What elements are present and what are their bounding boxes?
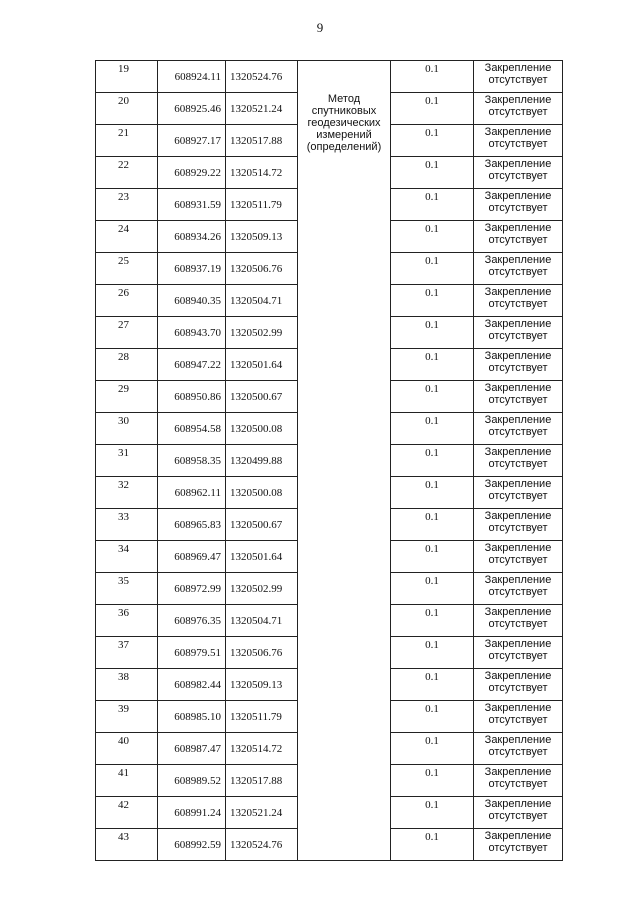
y-coordinate-cell: 1320511.79: [226, 701, 298, 733]
fixation-cell: [474, 605, 563, 637]
fixation-cell: [474, 829, 563, 861]
fixation-line-1: Закрепление: [484, 798, 552, 810]
fixation-line-2: отсутствует: [488, 298, 548, 310]
x-coordinate-cell: 608969.47: [158, 541, 226, 573]
fixation-line-1: Закрепление: [484, 158, 552, 170]
x-coordinate-cell: 608987.47: [158, 733, 226, 765]
fixation-line-2: отсутствует: [488, 810, 548, 822]
point-number-cell: 36: [96, 605, 158, 637]
point-number-cell: 30: [96, 413, 158, 445]
point-number-cell: 25: [96, 253, 158, 285]
fixation-cell: [474, 541, 563, 573]
x-coordinate-cell: 608947.22: [158, 349, 226, 381]
fixation-cell: [474, 765, 563, 797]
y-coordinate-cell: 1320524.76: [226, 829, 298, 861]
point-number-cell: 29: [96, 381, 158, 413]
point-number-cell: 41: [96, 765, 158, 797]
fixation-line-1: Закрепление: [484, 670, 552, 682]
fixation-cell: [474, 445, 563, 477]
point-number-cell: 27: [96, 317, 158, 349]
fixation-line-2: отсутствует: [488, 266, 548, 278]
fixation-line-2: отсутствует: [488, 170, 548, 182]
x-coordinate-cell: 608940.35: [158, 285, 226, 317]
y-coordinate-cell: 1320511.79: [226, 189, 298, 221]
point-number-cell: 34: [96, 541, 158, 573]
fixation-cell: [474, 189, 563, 221]
y-coordinate-cell: 1320500.67: [226, 381, 298, 413]
point-number-cell: 35: [96, 573, 158, 605]
point-number-cell: 23: [96, 189, 158, 221]
y-coordinate-cell: 1320500.67: [226, 509, 298, 541]
fixation-line-2: отсутствует: [488, 426, 548, 438]
x-coordinate-cell: 608979.51: [158, 637, 226, 669]
point-number-cell: 21: [96, 125, 158, 157]
fixation-line-1: Закрепление: [484, 446, 552, 458]
fixation-line-2: отсутствует: [488, 650, 548, 662]
y-coordinate-cell: 1320506.76: [226, 253, 298, 285]
accuracy-cell: 0.1: [391, 349, 474, 381]
fixation-line-2: отсутствует: [488, 394, 548, 406]
fixation-line-1: Закрепление: [484, 62, 552, 74]
accuracy-cell: 0.1: [391, 125, 474, 157]
fixation-line-2: отсутствует: [488, 234, 548, 246]
fixation-cell: [474, 317, 563, 349]
fixation-line-1: Закрепление: [484, 286, 552, 298]
y-coordinate-cell: 1320500.08: [226, 477, 298, 509]
point-number-cell: 38: [96, 669, 158, 701]
fixation-line-2: отсутствует: [488, 522, 548, 534]
y-coordinate-cell: 1320504.71: [226, 605, 298, 637]
accuracy-cell: 0.1: [391, 509, 474, 541]
x-coordinate-cell: 608954.58: [158, 413, 226, 445]
accuracy-cell: 0.1: [391, 829, 474, 861]
y-coordinate-cell: 1320509.13: [226, 669, 298, 701]
fixation-line-1: Закрепление: [484, 574, 552, 586]
fixation-line-1: Закрепление: [484, 766, 552, 778]
x-coordinate-cell: 608924.11: [158, 61, 226, 93]
y-coordinate-cell: 1320501.64: [226, 541, 298, 573]
fixation-line-1: Закрепление: [484, 190, 552, 202]
y-coordinate-cell: 1320499.88: [226, 445, 298, 477]
fixation-line-1: Закрепление: [484, 318, 552, 330]
fixation-cell: [474, 349, 563, 381]
fixation-cell: [474, 509, 563, 541]
accuracy-cell: 0.1: [391, 61, 474, 93]
point-number-cell: 37: [96, 637, 158, 669]
accuracy-cell: 0.1: [391, 573, 474, 605]
accuracy-cell: 0.1: [391, 701, 474, 733]
accuracy-cell: 0.1: [391, 221, 474, 253]
x-coordinate-cell: 608943.70: [158, 317, 226, 349]
x-coordinate-cell: 608927.17: [158, 125, 226, 157]
fixation-line-1: Закрепление: [484, 350, 552, 362]
x-coordinate-cell: 608962.11: [158, 477, 226, 509]
accuracy-cell: 0.1: [391, 605, 474, 637]
y-coordinate-cell: 1320521.24: [226, 93, 298, 125]
coordinates-table: [95, 60, 563, 861]
fixation-cell: [474, 701, 563, 733]
y-coordinate-cell: 1320504.71: [226, 285, 298, 317]
fixation-line-1: Закрепление: [484, 222, 552, 234]
method-cell: Метод спутниковых геодезических измерений (определений): [298, 61, 391, 861]
accuracy-cell: 0.1: [391, 413, 474, 445]
x-coordinate-cell: 608982.44: [158, 669, 226, 701]
fixation-line-2: отсутствует: [488, 330, 548, 342]
fixation-cell: [474, 61, 563, 93]
coordinates-table-body: [96, 61, 563, 861]
point-number-cell: 39: [96, 701, 158, 733]
accuracy-cell: 0.1: [391, 765, 474, 797]
y-coordinate-cell: 1320509.13: [226, 221, 298, 253]
point-number-cell: 43: [96, 829, 158, 861]
fixation-line-1: Закрепление: [484, 510, 552, 522]
point-number-cell: 26: [96, 285, 158, 317]
y-coordinate-cell: 1320500.08: [226, 413, 298, 445]
accuracy-cell: 0.1: [391, 189, 474, 221]
accuracy-cell: 0.1: [391, 253, 474, 285]
y-coordinate-cell: 1320514.72: [226, 157, 298, 189]
fixation-line-2: отсутствует: [488, 554, 548, 566]
fixation-line-2: отсутствует: [488, 74, 548, 86]
fixation-line-1: Закрепление: [484, 702, 552, 714]
fixation-line-1: Закрепление: [484, 606, 552, 618]
y-coordinate-cell: 1320517.88: [226, 765, 298, 797]
fixation-cell: [474, 125, 563, 157]
y-coordinate-cell: 1320502.99: [226, 317, 298, 349]
x-coordinate-cell: 608976.35: [158, 605, 226, 637]
point-number-cell: 31: [96, 445, 158, 477]
x-coordinate-cell: 608950.86: [158, 381, 226, 413]
fixation-line-2: отсутствует: [488, 362, 548, 374]
x-coordinate-cell: 608929.22: [158, 157, 226, 189]
accuracy-cell: 0.1: [391, 637, 474, 669]
fixation-line-2: отсутствует: [488, 682, 548, 694]
x-coordinate-cell: 608989.52: [158, 765, 226, 797]
point-number-cell: 28: [96, 349, 158, 381]
fixation-line-1: Закрепление: [484, 126, 552, 138]
fixation-cell: [474, 573, 563, 605]
x-coordinate-cell: 608958.35: [158, 445, 226, 477]
fixation-line-1: Закрепление: [484, 382, 552, 394]
y-coordinate-cell: 1320514.72: [226, 733, 298, 765]
accuracy-cell: 0.1: [391, 381, 474, 413]
fixation-cell: [474, 253, 563, 285]
fixation-line-1: Закрепление: [484, 734, 552, 746]
x-coordinate-cell: 608931.59: [158, 189, 226, 221]
page-number: 9: [316, 20, 324, 35]
x-coordinate-cell: 608937.19: [158, 253, 226, 285]
fixation-cell: [474, 637, 563, 669]
y-coordinate-cell: 1320521.24: [226, 797, 298, 829]
accuracy-cell: 0.1: [391, 445, 474, 477]
fixation-line-2: отсутствует: [488, 106, 548, 118]
fixation-line-2: отсутствует: [488, 778, 548, 790]
point-number-cell: 32: [96, 477, 158, 509]
x-coordinate-cell: 608992.59: [158, 829, 226, 861]
fixation-line-2: отсутствует: [488, 138, 548, 150]
fixation-line-1: Закрепление: [484, 254, 552, 266]
x-coordinate-cell: 608965.83: [158, 509, 226, 541]
fixation-line-2: отсутствует: [488, 714, 548, 726]
x-coordinate-cell: 608925.46: [158, 93, 226, 125]
fixation-cell: [474, 381, 563, 413]
point-number-cell: 24: [96, 221, 158, 253]
y-coordinate-cell: 1320501.64: [226, 349, 298, 381]
table-row: [96, 61, 563, 93]
point-number-cell: 19: [96, 61, 158, 93]
point-number-cell: 22: [96, 157, 158, 189]
accuracy-cell: 0.1: [391, 733, 474, 765]
fixation-line-1: Закрепление: [484, 542, 552, 554]
fixation-cell: [474, 157, 563, 189]
accuracy-cell: 0.1: [391, 477, 474, 509]
fixation-cell: [474, 93, 563, 125]
fixation-cell: [474, 669, 563, 701]
fixation-line-1: Закрепление: [484, 830, 552, 842]
fixation-cell: [474, 413, 563, 445]
accuracy-cell: 0.1: [391, 317, 474, 349]
y-coordinate-cell: 1320506.76: [226, 637, 298, 669]
fixation-line-2: отсутствует: [488, 842, 548, 854]
fixation-line-1: Закрепление: [484, 638, 552, 650]
fixation-cell: [474, 797, 563, 829]
fixation-cell: [474, 733, 563, 765]
x-coordinate-cell: 608991.24: [158, 797, 226, 829]
x-coordinate-cell: 608972.99: [158, 573, 226, 605]
y-coordinate-cell: 1320502.99: [226, 573, 298, 605]
fixation-cell: [474, 477, 563, 509]
x-coordinate-cell: 608985.10: [158, 701, 226, 733]
fixation-line-1: Закрепление: [484, 414, 552, 426]
point-number-cell: 33: [96, 509, 158, 541]
point-number-cell: 42: [96, 797, 158, 829]
fixation-line-2: отсутствует: [488, 746, 548, 758]
fixation-line-2: отсутствует: [488, 618, 548, 630]
accuracy-cell: 0.1: [391, 157, 474, 189]
x-coordinate-cell: 608934.26: [158, 221, 226, 253]
fixation-line-2: отсутствует: [488, 458, 548, 470]
point-number-cell: 20: [96, 93, 158, 125]
accuracy-cell: 0.1: [391, 797, 474, 829]
fixation-cell: [474, 221, 563, 253]
accuracy-cell: 0.1: [391, 93, 474, 125]
y-coordinate-cell: 1320517.88: [226, 125, 298, 157]
accuracy-cell: 0.1: [391, 541, 474, 573]
fixation-line-2: отсутствует: [488, 586, 548, 598]
fixation-line-1: Закрепление: [484, 94, 552, 106]
fixation-cell: [474, 285, 563, 317]
fixation-line-2: отсутствует: [488, 490, 548, 502]
y-coordinate-cell: 1320524.76: [226, 61, 298, 93]
accuracy-cell: 0.1: [391, 669, 474, 701]
accuracy-cell: 0.1: [391, 285, 474, 317]
point-number-cell: 40: [96, 733, 158, 765]
fixation-line-2: отсутствует: [488, 202, 548, 214]
fixation-line-1: Закрепление: [484, 478, 552, 490]
